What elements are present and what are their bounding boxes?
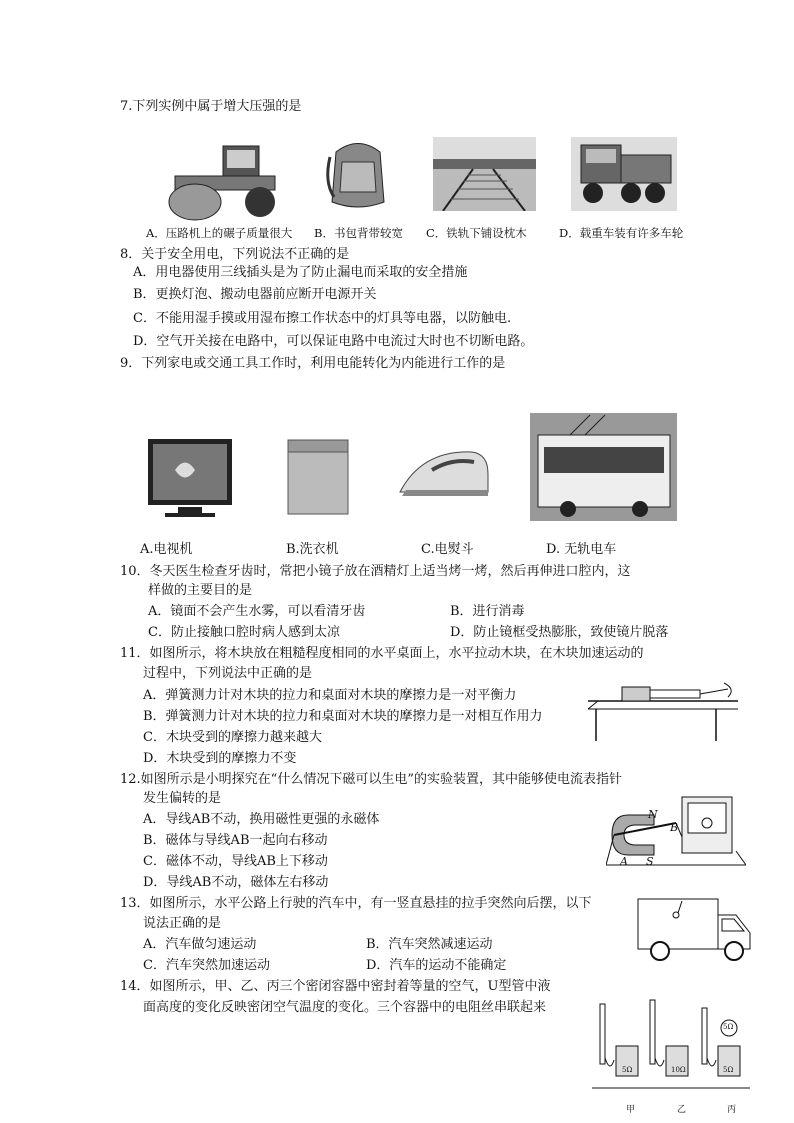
road-roller-photo (165, 140, 285, 222)
container-yi-label: 乙 (677, 1105, 687, 1115)
q9-option-b: B.洗衣机 (286, 542, 339, 557)
container-jia-label: 甲 (626, 1105, 636, 1115)
q12-option-b: B．磁体与导线AB一起向右移动 (143, 833, 328, 848)
resistor-external-label: 5Ω (723, 1023, 734, 1031)
truck-photo (571, 137, 677, 211)
car-with-handle-diagram (636, 895, 752, 967)
washing-machine-photo (282, 432, 354, 516)
iron-photo (392, 440, 496, 502)
q11-stem-line2: 过程中，下列说法中正确的是 (143, 666, 313, 681)
q10-option-b: B．进行消毒 (450, 604, 525, 619)
resistor-yi-label: 10Ω (671, 1066, 686, 1074)
q7-option-b: B．书包背带较宽 (314, 226, 403, 240)
joule-heating-apparatus-diagram (592, 998, 752, 1098)
wire-a-label: A (620, 855, 628, 868)
q11-option-d: D．木块受到的摩擦力不变 (143, 751, 297, 766)
q12-option-d: D．导线AB不动，磁体左右移动 (143, 875, 329, 890)
q10-stem-line1: 10．冬天医生检查牙齿时，常把小镜子放在酒精灯上适当烤一烤，然后再伸进口腔内，这 (120, 564, 631, 579)
magnet-n-label: N (648, 808, 658, 821)
q9-option-a: A.电视机 (140, 542, 193, 557)
q13-stem-line2: 说法正确的是 (143, 916, 222, 931)
q9-stem: 9．下列家电或交通工具工作时，利用电能转化为内能进行工作的是 (120, 356, 506, 371)
q9-option-c: C.电熨斗 (421, 542, 474, 557)
q11-option-b: B．弹簧测力计对木块的拉力和桌面对木块的摩擦力是一对相互作用力 (143, 709, 543, 724)
q8-stem: 8．关于安全用电，下列说法不正确的是 (120, 247, 350, 262)
q9-option-d: D. 无轨电车 (546, 542, 617, 557)
q13-option-d: D．汽车的运动不能确定 (366, 958, 507, 973)
q13-stem-line1: 13．如图所示，水平公路上行驶的汽车中，有一竖直悬挂的拉手突然向后摆，以下 (120, 896, 592, 911)
q11-stem-line1: 11．如图所示，将木块放在粗糙程度相同的水平桌面上，水平拉动木块，在木块加速运动的 (120, 646, 644, 661)
q12-stem-line1: 12.如图所示是小明探究在“什么情况下磁可以生电”的实验装置，其中能够使电流表指针 (120, 772, 622, 787)
q10-option-d: D．防止镜框受热膨胀，致使镜片脱落 (450, 625, 669, 640)
q13-option-b: B．汽车突然减速运动 (366, 937, 493, 952)
q13-option-a: A．汽车做匀速运动 (143, 937, 257, 952)
railway-photo (433, 137, 536, 211)
q14-stem-line1: 14．如图所示，甲、乙、丙三个密闭容器中密封着等量的空气，U型管中液 (120, 979, 551, 994)
q8-option-a: A．用电器使用三线插头是为了防止漏电而采取的安全措施 (133, 265, 468, 280)
q10-stem-line2: 样做的主要目的是 (148, 583, 253, 598)
q7-option-a: A．压路机上的碾子质量很大 (146, 226, 293, 240)
container-bing-label: 丙 (727, 1105, 737, 1115)
q12-option-c: C．磁体不动，导线AB上下移动 (143, 854, 328, 869)
magnet-s-label: S (646, 855, 654, 868)
q8-option-d: D．空气开关接在电路中，可以保证电路中电流过大时也不切断电路。 (133, 334, 534, 349)
q10-option-c: C．防止接触口腔时病人感到太凉 (148, 625, 340, 640)
q8-option-b: B．更换灯泡、搬动电器前应断开电源开关 (133, 287, 377, 302)
q7-option-d: D．载重车装有许多车轮 (559, 226, 684, 240)
resistor-jia-label: 5Ω (622, 1066, 633, 1074)
q7-option-c: C．铁轨下铺设枕木 (426, 226, 527, 240)
q14-stem-line2: 面高度的变化反映密闭空气温度的变化。三个容器中的电阻丝串联起来 (143, 1000, 547, 1015)
tv-photo (140, 435, 238, 523)
q13-option-c: C．汽车突然加速运动 (143, 958, 270, 973)
q12-stem-line2: 发生偏转的是 (143, 791, 222, 806)
q11-option-c: C．木块受到的摩擦力越来越大 (143, 730, 322, 745)
q8-option-c: C．不能用湿手摸或用湿布擦工作状态中的灯具等电器，以防触电. (133, 311, 512, 326)
block-on-table-diagram (588, 673, 738, 741)
q11-option-a: A．弹簧测力计对木块的拉力和桌面对木块的摩擦力是一对平衡力 (143, 688, 517, 703)
q7-stem: 7.下列实例中属于增大压强的是 (120, 99, 302, 114)
wire-b-label: B (670, 821, 679, 834)
q12-option-a: A．导线AB不动，换用磁性更强的永磁体 (143, 812, 380, 827)
resistor-bing-label: 5Ω (723, 1066, 734, 1074)
q10-option-a: A．镜面不会产生水雾，可以看清牙齿 (148, 604, 366, 619)
backpack-photo (322, 137, 394, 212)
trolleybus-photo (530, 413, 677, 521)
